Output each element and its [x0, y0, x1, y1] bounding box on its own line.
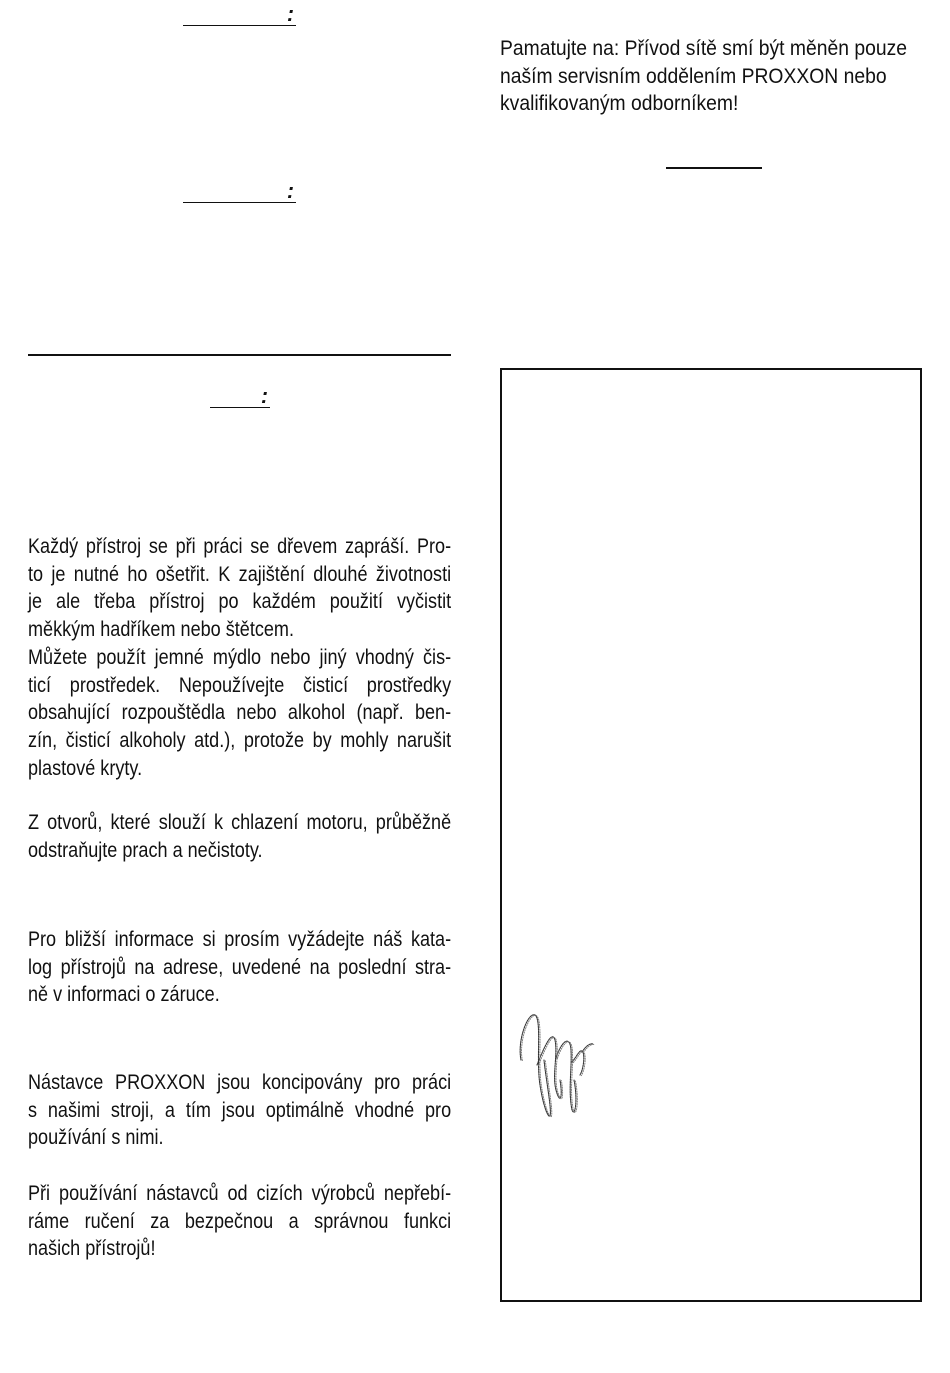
text-line: ticí prostředek. Nepoužívejte čisticí prostředky	[28, 673, 452, 697]
paragraph-cleaning	[28, 533, 451, 644]
text-line: obsahující rozpouštědla nebo alkohol (např. ben-	[28, 701, 452, 725]
text-line: plastové kryty.	[28, 756, 143, 780]
section-divider	[28, 354, 451, 356]
paragraph-liability	[28, 1180, 451, 1263]
text-line: Nástavce PROXXON jsou koncipovány pro práci	[28, 1071, 452, 1094]
power-cord-notice	[500, 35, 932, 118]
paragraph-ventilation	[28, 809, 451, 864]
text-line: používání s nimi.	[28, 1126, 164, 1150]
text-line: s našimi stroji, a tím jsou optimálně vhodné pro	[28, 1098, 452, 1122]
text-line: Můžete použít jemné mýdlo nebo jiný vhodný čis-	[28, 646, 452, 669]
text-line: Z otvorů, které slouží k chlazení motoru, průběžně	[28, 811, 452, 834]
text-line: ráme ručení za bezpečnou a správnou funkci	[28, 1209, 452, 1233]
text-line: je ale třeba přístroj po každém použití vyčistit	[28, 590, 452, 614]
text-line: Při používání nástavců od cizích výrobců nepřebí-	[28, 1182, 452, 1205]
paragraph-catalog	[28, 926, 451, 1009]
text-line: našich přístrojů!	[28, 1237, 156, 1261]
heading-colon: :	[261, 385, 268, 408]
section-heading	[210, 386, 270, 408]
heading-underline	[666, 167, 762, 169]
text-line: log přístrojů na adrese, uvedené na poslední stra-	[28, 955, 452, 979]
declaration-box	[500, 368, 922, 1302]
paragraph-attachments	[28, 1069, 451, 1152]
paragraph-cleaning-agents	[28, 644, 451, 782]
heading-colon: :	[287, 180, 294, 203]
text-line: zín, čisticí alkoholy atd.), protože by mohly narušit	[28, 729, 452, 753]
text-line: ně v informaci o záruce.	[28, 983, 220, 1007]
heading-colon: :	[287, 3, 294, 26]
text-line: Pro bližší informace si prosím vyžádejte náš kata-	[28, 928, 452, 951]
text-line: to je nutné ho ošetřit. K zajištění dlouhé životnosti	[28, 562, 452, 586]
notice-line: naším servisním oddělením PROXXON nebo	[500, 64, 887, 88]
section-heading	[183, 4, 296, 26]
text-line: měkkým hadříkem nebo štětcem.	[28, 618, 294, 642]
signature	[510, 1005, 600, 1125]
section-heading	[183, 181, 296, 203]
notice-line: Pamatujte na: Přívod sítě smí být měněn pouze	[500, 37, 908, 60]
notice-line: kvalifikovaným odborníkem!	[500, 92, 739, 115]
text-line: odstraňujte prach a nečistoty.	[28, 838, 263, 862]
text-line: Každý přístroj se při práci se dřevem zapráší. Pro-	[28, 535, 452, 558]
